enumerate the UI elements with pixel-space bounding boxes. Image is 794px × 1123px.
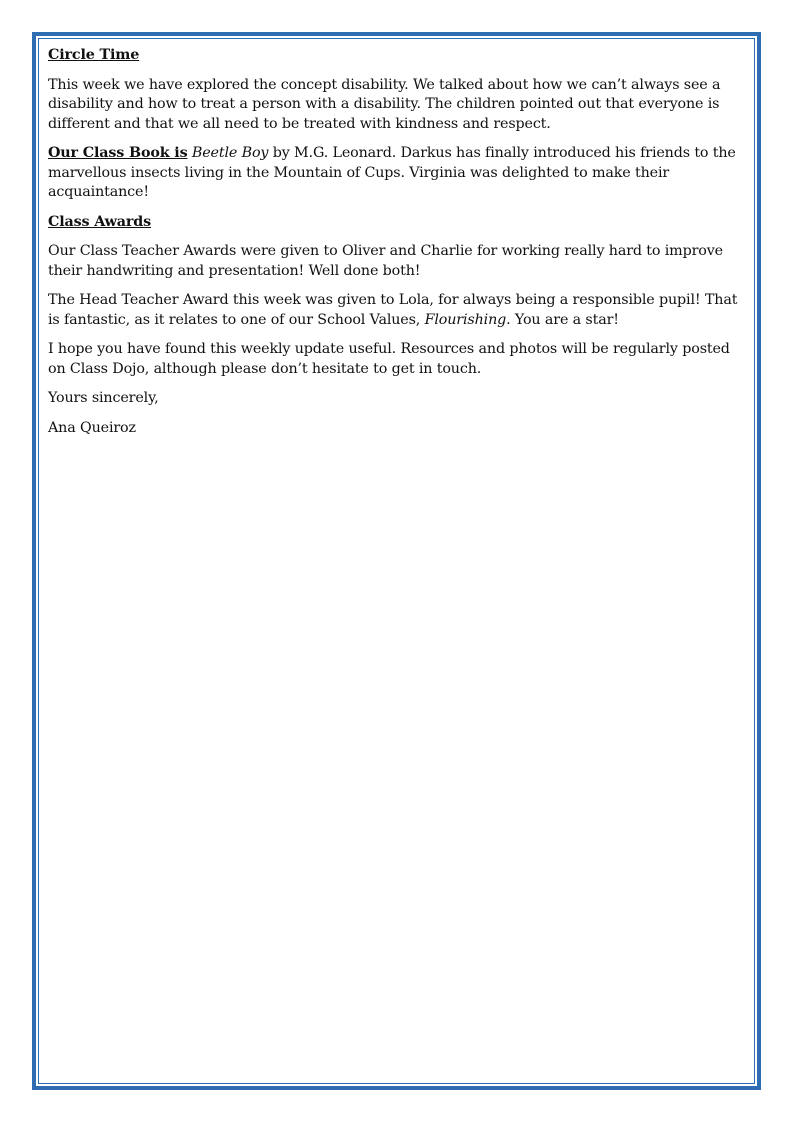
closing-paragraph: I hope you have found this weekly update useful. Resources and photos will be regularly posted on Class Dojo, although please don’t hesitate to get in touch. (48, 341, 730, 377)
circle-time-heading-line (48, 46, 750, 66)
head-teacher-award-text: The Head Teacher Award this week was given to Lola, for always being a responsible pupil! That is fantastic, as it relates to one of our School Values, (48, 292, 738, 328)
teacher-awards-paragraph: Our Class Teacher Awards were given to Oliver and Charlie for working really hard to improve their handwriting and presentation! Well done both! (48, 243, 723, 279)
class-awards-heading: Class Awards (48, 213, 152, 230)
class-book-paragraph (48, 144, 750, 203)
class-book-heading: Our Class Book is (48, 145, 188, 161)
signature: Ana Queiroz (48, 419, 136, 436)
class-book-text: by M.G. Leonard. Darkus has finally introduced his friends to the marvellous insects living in the Mountain of Cups. Virginia was delighted to make their acquaintance! (48, 145, 736, 200)
class-book-title: Beetle Boy (191, 145, 269, 161)
circle-time-heading: Circle Time (48, 47, 140, 63)
head-teacher-award-paragraph (48, 291, 750, 330)
school-value: Flourishing (424, 311, 507, 328)
signoff: Yours sincerely, (48, 390, 159, 406)
circle-time-paragraph: This week we have explored the concept disability. We talked about how we can’t always see a disability and how to treat a person with a disability. The children pointed out that everyone is different and that we all need to be treated with kindness and respect. (48, 76, 721, 132)
head-teacher-award-end: . You are a star! (506, 311, 619, 328)
letter-content (48, 46, 750, 448)
class-awards-heading-line (48, 213, 750, 233)
